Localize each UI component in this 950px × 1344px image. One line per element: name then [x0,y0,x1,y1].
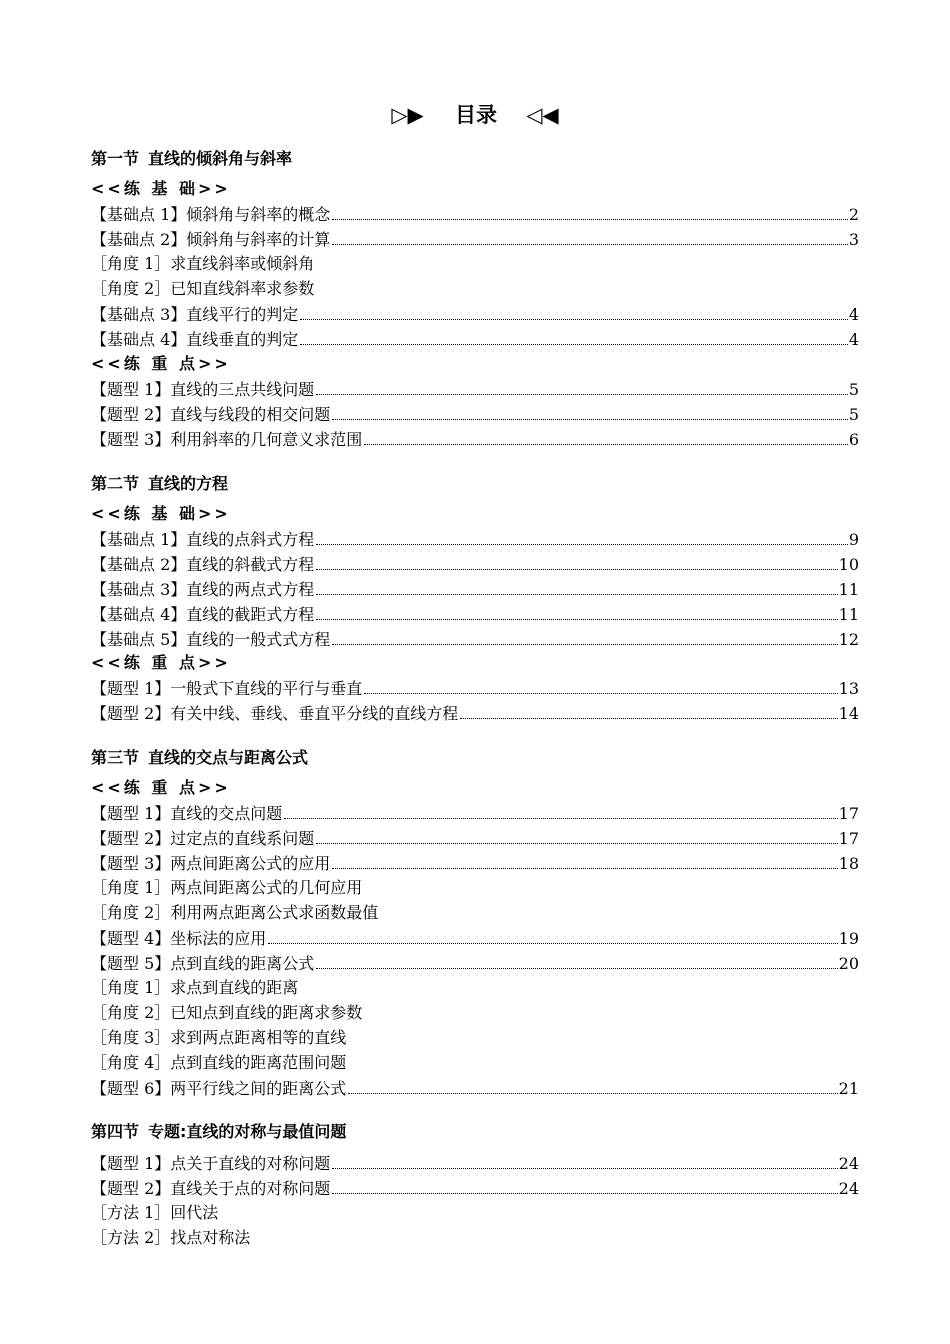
page-number: 4 [848,330,859,349]
section-heading-4: 第四节 专题:直线的对称与最值问题 [91,1122,347,1141]
dot-leader [332,1193,837,1194]
toc-entry[interactable]: 【基础点 5】直线的一般式式方程 12 [91,630,859,649]
toc-entry[interactable]: 【题型 1】直线的交点问题 17 [91,804,859,823]
page-number: 9 [848,530,859,549]
page-title: 目录 [455,103,497,127]
dot-leader [348,1093,837,1094]
toc-entry[interactable]: 【题型 1】直线的三点共线问题 5 [91,380,859,399]
subheading-practice-basics: <<练 基 础>> [91,504,231,523]
dot-leader [364,693,837,694]
page-number: 18 [838,854,859,873]
page-number: 2 [848,205,859,224]
page-number: 5 [848,380,859,399]
subheading-practice-key: <<练 重 点>> [91,653,231,672]
dot-leader [316,569,837,570]
toc-entry[interactable]: 【题型 1】点关于直线的对称问题 24 [91,1154,859,1173]
dot-leader [364,444,848,445]
toc-entry[interactable]: 【题型 3】两点间距离公式的应用 18 [91,854,859,873]
page-number: 21 [838,1079,859,1098]
toc-entry[interactable]: 【基础点 3】直线的两点式方程 11 [91,580,859,599]
toc-entry[interactable]: 【基础点 4】直线垂直的判定 4 [91,330,859,349]
toc-entry[interactable]: 【题型 6】两平行线之间的距离公式 21 [91,1079,859,1098]
toc-subentry[interactable]: ［方法 2］找点对称法 [91,1228,251,1247]
section-heading-3: 第三节 直线的交点与距离公式 [91,748,309,767]
toc-entry[interactable]: 【基础点 2】倾斜角与斜率的计算 3 [91,230,859,249]
toc-subentry[interactable]: ［方法 1］回代法 [91,1203,219,1222]
toc-subentry[interactable]: ［角度 2］已知点到直线的距离求参数 [91,1003,363,1022]
page-number: 6 [848,430,859,449]
dot-leader [332,219,848,220]
toc-entry[interactable]: 【题型 2】过定点的直线系问题 17 [91,829,859,848]
toc-subentry[interactable]: ［角度 1］求点到直线的距离 [91,978,299,997]
dot-leader [284,818,837,819]
page-number: 19 [838,929,859,948]
page-number: 13 [838,679,859,698]
title-right-triangle-icon: ◁◀ [526,103,559,127]
page-number: 17 [838,829,859,848]
dot-leader [300,344,848,345]
toc-subentry[interactable]: ［角度 1］两点间距离公式的几何应用 [91,878,363,897]
dot-leader [332,244,848,245]
toc-subentry[interactable]: ［角度 2］已知直线斜率求参数 [91,279,315,298]
toc-entry[interactable]: 【题型 1】一般式下直线的平行与垂直 13 [91,679,859,698]
page-number: 12 [838,630,859,649]
page-number: 5 [848,405,859,424]
dot-leader [332,419,848,420]
page-number: 4 [848,305,859,324]
page-number: 20 [838,954,859,973]
toc-entry[interactable]: 【题型 2】有关中线、垂线、垂直平分线的直线方程 14 [91,704,859,723]
toc-entry[interactable]: 【题型 2】直线与线段的相交问题 5 [91,405,859,424]
dot-leader [316,594,837,595]
page-number: 11 [838,605,859,624]
toc-subentry[interactable]: ［角度 1］求直线斜率或倾斜角 [91,254,315,273]
toc-entry[interactable]: 【基础点 3】直线平行的判定 4 [91,305,859,324]
toc-entry[interactable]: 【基础点 1】倾斜角与斜率的概念 2 [91,205,859,224]
dot-leader [460,718,837,719]
toc-title [0,101,950,129]
dot-leader [332,644,837,645]
dot-leader [316,394,848,395]
page-number: 11 [838,580,859,599]
toc-entry[interactable]: 【题型 4】坐标法的应用 19 [91,929,859,948]
toc-entry[interactable]: 【题型 2】直线关于点的对称问题 24 [91,1179,859,1198]
page-number: 14 [838,704,859,723]
dot-leader [316,544,848,545]
toc-entry[interactable]: 【基础点 2】直线的斜截式方程 10 [91,555,859,574]
toc-entry[interactable]: 【题型 3】利用斜率的几何意义求范围 6 [91,430,859,449]
page-number: 17 [838,804,859,823]
page-number: 24 [838,1154,859,1173]
subheading-practice-key: <<练 重 点>> [91,778,231,797]
dot-leader [300,319,848,320]
dot-leader [316,843,837,844]
dot-leader [316,619,837,620]
dot-leader [332,1168,837,1169]
subheading-practice-key: <<练 重 点>> [91,354,231,373]
page-number: 3 [848,230,859,249]
page-number: 24 [838,1179,859,1198]
page-number: 10 [838,555,859,574]
dot-leader [316,968,837,969]
title-left-triangle-icon: ▷▶ [391,103,424,127]
dot-leader [332,868,837,869]
toc-subentry[interactable]: ［角度 4］点到直线的距离范围问题 [91,1053,347,1072]
section-heading-1: 第一节 直线的倾斜角与斜率 [91,149,293,168]
toc-entry[interactable]: 【题型 5】点到直线的距离公式 20 [91,954,859,973]
toc-subentry[interactable]: ［角度 3］求到两点距离相等的直线 [91,1028,347,1047]
toc-entry[interactable]: 【基础点 4】直线的截距式方程 11 [91,605,859,624]
dot-leader [268,943,837,944]
toc-entry[interactable]: 【基础点 1】直线的点斜式方程 9 [91,530,859,549]
section-heading-2: 第二节 直线的方程 [91,474,229,493]
subheading-practice-basics: <<练 基 础>> [91,179,231,198]
toc-subentry[interactable]: ［角度 2］利用两点距离公式求函数最值 [91,903,379,922]
